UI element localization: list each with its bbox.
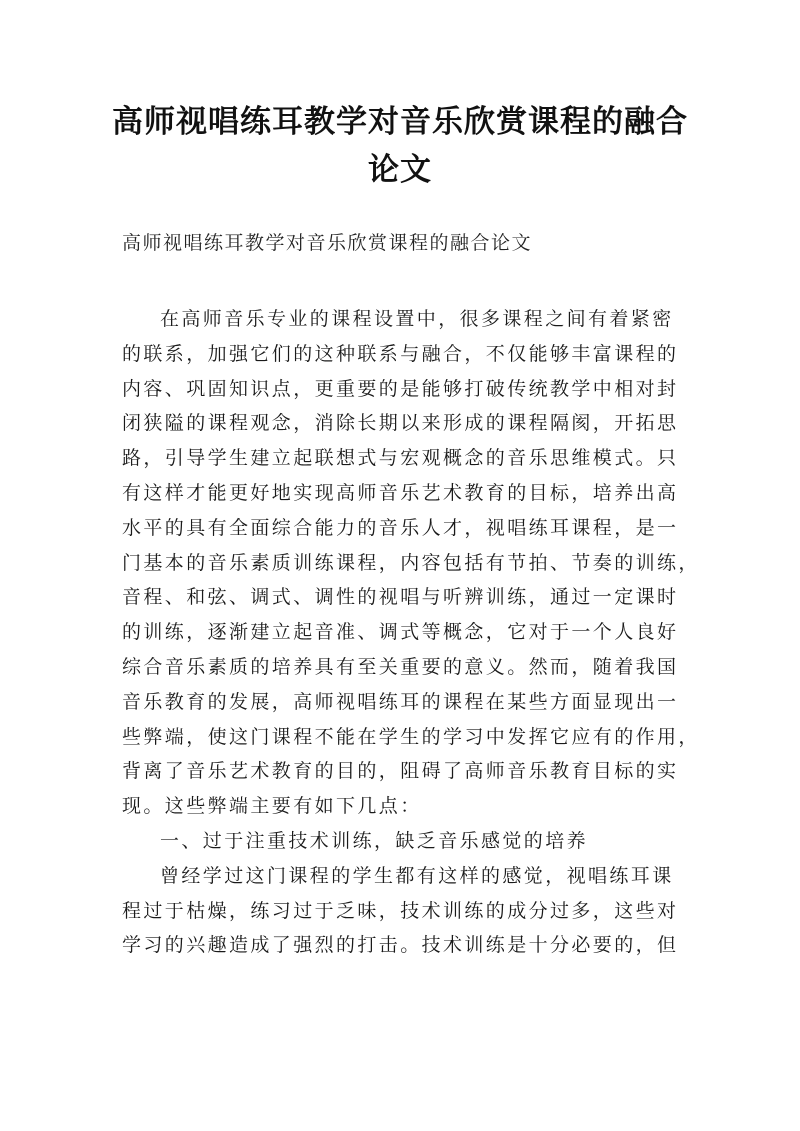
paragraph-line: 程过于枯燥，练习过于乏味，技术训练的成分过多，这些对 <box>122 899 679 922</box>
paragraph-line: 水平的具有全面综合能力的音乐人才，视唱练耳课程，是一 <box>122 516 679 539</box>
paragraph-line: 现。这些弊端主要有如下几点： <box>122 795 422 818</box>
paragraph-line: 内容、巩固知识点，更重要的是能够打破传统教学中相对封 <box>122 377 679 400</box>
paragraph-line: 门基本的音乐素质训练课程，内容包括有节拍、节奏的训练， <box>122 551 700 574</box>
paragraph-line: 路，引导学生建立起联想式与宏观概念的音乐思维模式。只 <box>122 447 679 470</box>
paragraph-line: 背离了音乐艺术教育的目的，阻碍了高师音乐教育目标的实 <box>122 760 679 783</box>
paragraph-1 <box>122 302 700 824</box>
heading-line: 一、过于注重技术训练，缺乏音乐感觉的培养 <box>160 829 589 852</box>
paragraph-2 <box>122 859 682 963</box>
paragraph-line: 曾经学过这门课程的学生都有这样的感觉，视唱练耳课 <box>160 864 674 887</box>
title-line-1: 高师视唱练耳教学对音乐欣赏课程的融合 <box>112 104 688 140</box>
paragraph-line: 学习的兴趣造成了强烈的打击。技术训练是十分必要的，但 <box>122 934 679 957</box>
paragraph-line: 的联系，加强它们的这种联系与融合，不仅能够丰富课程的 <box>122 342 679 365</box>
document-title <box>100 98 700 194</box>
paragraph-line: 综合音乐素质的培养具有至关重要的意义。然而，随着我国 <box>122 655 679 678</box>
paragraph-line: 闭狭隘的课程观念，消除长期以来形成的课程隔阂，开拓思 <box>122 412 679 435</box>
document-body <box>122 302 700 963</box>
title-line-2: 论文 <box>368 152 432 188</box>
paragraph-line: 音程、和弦、调式、调性的视唱与听辨训练，通过一定课时 <box>122 586 679 609</box>
paragraph-line: 些弊端，使这门课程不能在学生的学习中发挥它应有的作用， <box>122 725 700 748</box>
paragraph-line: 在高师音乐专业的课程设置中，很多课程之间有着紧密 <box>160 308 674 330</box>
section-heading-1 <box>122 824 682 859</box>
document-subtitle: 高师视唱练耳教学对音乐欣赏课程的融合论文 <box>122 232 533 254</box>
paragraph-line: 有这样才能更好地实现高师音乐艺术教育的目标，培养出高 <box>122 481 679 504</box>
paragraph-line: 音乐教育的发展，高师视唱练耳的课程在某些方面显现出一 <box>122 690 679 713</box>
paragraph-line: 的训练，逐渐建立起音准、调式等概念，它对于一个人良好 <box>122 621 679 644</box>
